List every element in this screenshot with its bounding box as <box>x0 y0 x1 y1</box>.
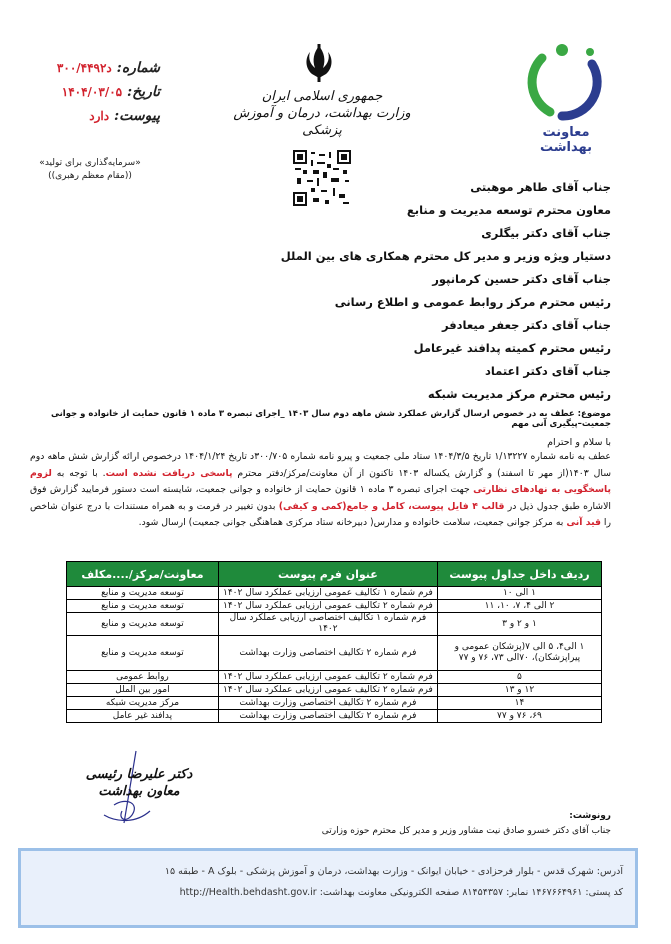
table-cell: پدافند غیر عامل <box>67 710 219 723</box>
body-highlight-no-response: پاسخی دریافت نشده است <box>105 467 233 479</box>
body-highlight-accountability: لزوم پاسخگویی به نهادهای نظارتی <box>30 467 612 495</box>
table-cell: توسعه مدیریت و منابع <box>67 587 219 600</box>
signer-name: دکتر علیرضا رئیسی <box>85 767 193 782</box>
signer-title: معاون بهداشت <box>98 784 180 799</box>
attachment-label: پیوست <box>119 108 160 124</box>
table-cell: فرم شماره ۲ تکالیف عمومی ارزیابی عملکرد سال ۱۴۰۲ <box>218 671 437 684</box>
letter-meta: شماره: د۳۰۰/۴۴۹۲ تاریخ: ۱۴۰۴/۰۳/۰۵ پیوست: دارد <box>56 60 160 124</box>
ministry-title <box>232 88 412 139</box>
table-row <box>67 710 602 723</box>
attachment-value: دارد <box>89 109 110 123</box>
letter-number: د۳۰۰/۴۴۹۲ <box>56 61 112 75</box>
table-row <box>67 684 602 697</box>
subject-line: موضوع: عطف به در خصوص ارسال گزارش عملکرد شش ماهه دوم سال ۱۴۰۳ _اجرای تبصره ۳ ماده ۱ قانون حمایت از خانواده و جوانی جمعیت–پیگیری آنی مهم <box>50 409 611 429</box>
signature-block <box>74 766 204 800</box>
table-cell: ۲ الی ۴، ۷، ۱۰، ۱۱ <box>437 600 601 613</box>
table-cell: ۱ و ۲ و ۳ <box>437 613 601 636</box>
addressee-line: رئیس محترم مرکز روابط عمومی و اطلاع رسانی <box>334 295 611 309</box>
table-row <box>67 613 602 636</box>
gov-line-2: وزارت بهداشت، درمان و آموزش پزشکی <box>233 106 411 138</box>
table-cell: امور بین الملل <box>67 684 219 697</box>
cc-label: رونوشت: <box>569 811 611 821</box>
table-cell: فرم شماره ۲ تکالیف عمومی ارزیابی عملکرد سال ۱۴۰۲ <box>218 684 437 697</box>
body-highlight-urgent: قید آنی <box>566 517 601 528</box>
body-part-5: به مرکز جوانی جمعیت، سلامت خانواده و مدارس( دبیرخانه ستاد مرکزی هماهنگی جوانی جمعیت) ارسال شود. <box>138 517 564 528</box>
date-label: تاریخ <box>132 84 160 100</box>
addressee-line: جناب آقای طاهر موهبتی <box>470 180 611 194</box>
table-header-dept-col: معاونت/مرکز/....مکلف <box>67 562 219 587</box>
table-header-rows-col: ردیف داخل جداول پیوست <box>437 562 601 587</box>
table-cell: ۱۴ <box>437 697 601 710</box>
quote-text: «سرمایه‌گذاری برای تولید» <box>39 158 141 168</box>
table-cell: ۵ <box>437 671 601 684</box>
letter-body <box>30 449 611 532</box>
assignment-table <box>66 561 602 723</box>
addressee-line: جناب آقای دکتر جعفر میعادفر <box>441 318 611 332</box>
quote <box>30 158 150 181</box>
addressee-line: معاون محترم توسعه مدیریت و منابع <box>406 203 611 217</box>
table-row <box>67 587 602 600</box>
gov-line-1: جمهوری اسلامی ایران <box>261 89 383 104</box>
table-cell: توسعه مدیریت و منابع <box>67 636 219 671</box>
table-row <box>67 697 602 710</box>
footer-address: آدرس: شهرک قدس - بلوار فرحزادی - خیابان ایوانک - وزارت بهداشت، درمان و آموزش پزشکی - بلوک A - طبقه ۱۵ <box>164 866 623 877</box>
table-row <box>67 671 602 684</box>
table-cell: فرم شماره ۲ تکالیف اختصاصی وزارت بهداشت <box>218 710 437 723</box>
table-cell: فرم شماره ۱ تکالیف عمومی ارزیابی عملکرد سال ۱۴۰۲ <box>218 587 437 600</box>
greeting: با سلام و احترام <box>547 437 611 448</box>
deputy-logo-text: معاونت بهداشت <box>540 125 592 155</box>
table-cell: توسعه مدیریت و منابع <box>67 600 219 613</box>
table-cell: ۱ الی ۱۰ <box>437 587 601 600</box>
table-row <box>67 600 602 613</box>
table-cell: ۶۹، ۷۶ و ۷۷ <box>437 710 601 723</box>
table-cell: فرم شماره ۱ تکالیف اختصاصی ارزیابی عملکرد سال ۱۴۰۲ <box>218 613 437 636</box>
addressee-line: جناب آقای دکتر حسین کرمانپور <box>432 272 611 286</box>
table-row <box>67 636 602 671</box>
table-cell: فرم شماره ۲ تکالیف اختصاصی وزارت بهداشت <box>218 636 437 671</box>
table-cell: فرم شماره ۲ تکالیف اختصاصی وزارت بهداشت <box>218 697 437 710</box>
addressee-line: جناب آقای دکتر اعتماد <box>484 364 611 378</box>
iran-emblem-icon <box>296 42 342 86</box>
table-cell: روابط عمومی <box>67 671 219 684</box>
table-cell: ۱۲ و ۱۳ <box>437 684 601 697</box>
table-header-row <box>67 562 602 587</box>
body-highlight-format: قالب ۴ فایل پیوست، کامل و جامع(کمی و کیفی) <box>278 500 505 512</box>
addressee-line: دستیار ویژه وزیر و مدیر کل محترم همکاری های بین الملل <box>280 249 611 263</box>
cc-recipient: جناب آقای دکتر خسرو صادق نیت مشاور وزیر و مدیر کل محترم حوزه وزارتی <box>321 826 611 836</box>
letter-date: ۱۴۰۴/۰۳/۰۵ <box>61 85 123 99</box>
letter-number-label: شماره <box>121 60 160 76</box>
deputy-health-logo-icon <box>522 38 612 122</box>
table-cell: فرم شماره ۲ تکالیف عمومی ارزیابی عملکرد سال ۱۴۰۲ <box>218 600 437 613</box>
body-part-2: . با توجه به <box>56 467 106 479</box>
table-cell: مرکز مدیریت شبکه <box>67 697 219 710</box>
body-part-4: بدون تغییر در فرمت و به همراه مستندات با درج عنوان شاخص را <box>30 500 611 528</box>
table-cell: توسعه مدیریت و منابع <box>67 613 219 636</box>
body-part-3: جهت اجرای تبصره ۳ ماده ۱ قانون حمایت از خانواده و جوانی جمعیت، شایسته است دستور فرمایید گزارش فوق الاشاره طبق جدول ذیل در <box>30 484 611 512</box>
quote-source: ((مقام معظم رهبری)) <box>48 171 132 181</box>
table-header-form-col: عنوان فرم پیوست <box>218 562 437 587</box>
addressee-line: رئیس محترم کمیته پدافند غیرعامل <box>413 341 611 355</box>
body-part-1: عطف به نامه شماره ۱/۱۳۲۲۷ تاریخ ۱۴۰۴/۳/۵ ستاد ملی جمعیت و پیرو نامه شماره ۳۰۰/۷۰۵د تاریخ ۱۴۰۴/۱/۲۴ درخصوص ارائه گزارش شش ماهه دوم سال ۱۴۰۳(از مهر تا اسفند) و گزارش یکساله ۱۴۰۳ تاکنون از آن معاونت/مرکز/دفتر محترم <box>30 451 611 479</box>
addressee-line: جناب آقای دکتر بیگلری <box>481 226 611 240</box>
addressee-list <box>60 180 611 410</box>
table-cell: ۱ الی۴، ۵ الی ۷(پزشکان عمومی و پیراپزشکان)، ۷۰الی ۷۳، ۷۶ و ۷۷ <box>437 636 601 671</box>
footer-contact: کد پستی: ۱۴۶۷۶۶۴۹۶۱ نمابر: ۸۱۴۵۴۳۵۷ صفحه الکترونیکی معاونت بهداشت: http://Health.behdasht.gov.ir <box>179 887 623 898</box>
addressee-line: رئیس محترم مرکز مدیریت شبکه <box>427 387 611 401</box>
